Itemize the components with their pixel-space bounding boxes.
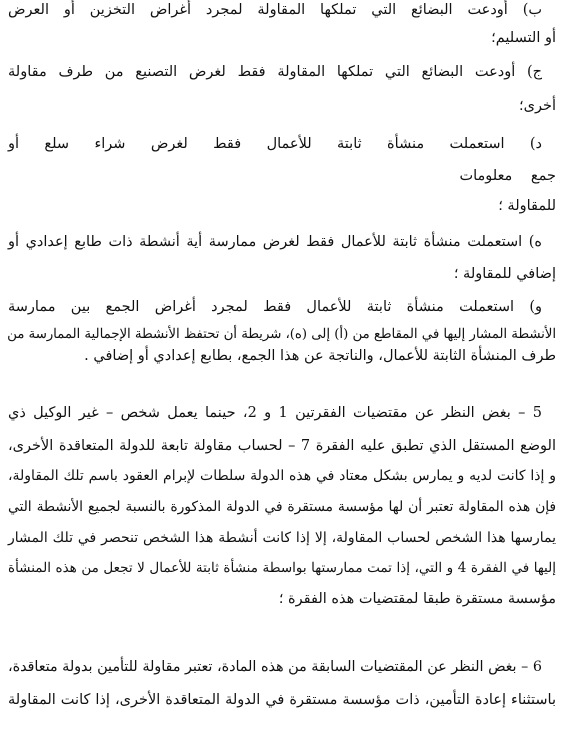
- item-d-line-2: جمع معلومات: [459, 168, 556, 184]
- item-e-line-1: ه) استعملت منشأة ثابتة للأعمال فقط لغرض ممارسة أية أنشطة ذات طابع إعدادي أو: [8, 234, 542, 250]
- item-c-line-2: أخرى؛: [519, 98, 556, 114]
- item-c-line-1: ج) أودعت البضائع التي تملكها المقاولة فقط لغرض التصنيع من طرف مقاولة: [8, 64, 542, 80]
- item-e-line-2: إضافي للمقاولة ؛: [453, 266, 556, 282]
- item-b-line-2: أو التسليم؛: [491, 30, 556, 46]
- paragraph-5-line-6: إليها في الفقرة 4 و التي، إذا تمت ممارستها بواسطة منشأة ثابتة للأعمال لا تجعل من هذه المنشأة: [8, 560, 556, 576]
- paragraph-5-line-1: 5 – بغض النظر عن مقتضيات الفقرتين 1 و 2، حينما يعمل شخص – غير الوكيل ذي: [8, 405, 542, 421]
- paragraph-5-line-2: الوضع المستقل الذي تطبق عليه الفقرة 7 – لحساب مقاولة تابعة للدولة المتعاقدة الأخرى،: [8, 438, 556, 454]
- paragraph-5-line-5: يمارسها هذا الشخص لحساب المقاولة، إلا إذا كانت أنشطة هذا الشخص تنحصر في تلك المشار: [8, 530, 556, 546]
- item-d-line-1: د) استعملت منشأة ثابتة للأعمال فقط لغرض شراء سلع أو: [8, 136, 542, 152]
- item-f-line-1: و) استعملت منشأة ثابتة للأعمال فقط لمجرد أغراض الجمع بين ممارسة: [8, 299, 542, 315]
- item-f-line-2: الأنشطة المشار إليها في المقاطع من (أ) إلى (ه)، شريطة أن تحتفظ الأنشطة الإجمالية الممارسة من: [7, 327, 556, 342]
- item-b-line-1: ب) أودعت البضائع التي تملكها المقاولة لمجرد أغراض التخزين أو العرض: [8, 2, 542, 18]
- paragraph-5-line-7: مؤسسة مستقرة طبقا لمقتضيات هذه الفقرة ؛: [278, 591, 556, 607]
- item-f-line-3: طرف المنشأة الثابتة للأعمال، والناتجة عن هذا الجمع، بطابع إعدادي أو إضافي .: [84, 348, 556, 364]
- paragraph-5-line-4: فإن هذه المقاولة تعتبر أن لها مؤسسة مستقرة في الدولة المذكورة بالنسبة لجميع الأنشطة التي: [8, 499, 556, 515]
- item-d-line-3: للمقاولة ؛: [498, 198, 556, 214]
- paragraph-6-line-1: 6 – بغض النظر عن المقتضيات السابقة من هذه المادة، تعتبر مقاولة للتأمين بدولة متعاقدة،: [8, 659, 542, 675]
- paragraph-5-line-3: و إذا كانت لديه و يمارس بشكل معتاد في هذه الدولة سلطات لإبرام العقود باسم تلك المقاولة،: [8, 468, 556, 484]
- paragraph-6-line-2: باستثناء إعادة التأمين، ذات مؤسسة مستقرة في الدولة المتعاقدة الأخرى، إذا كانت المقاولة: [8, 692, 556, 708]
